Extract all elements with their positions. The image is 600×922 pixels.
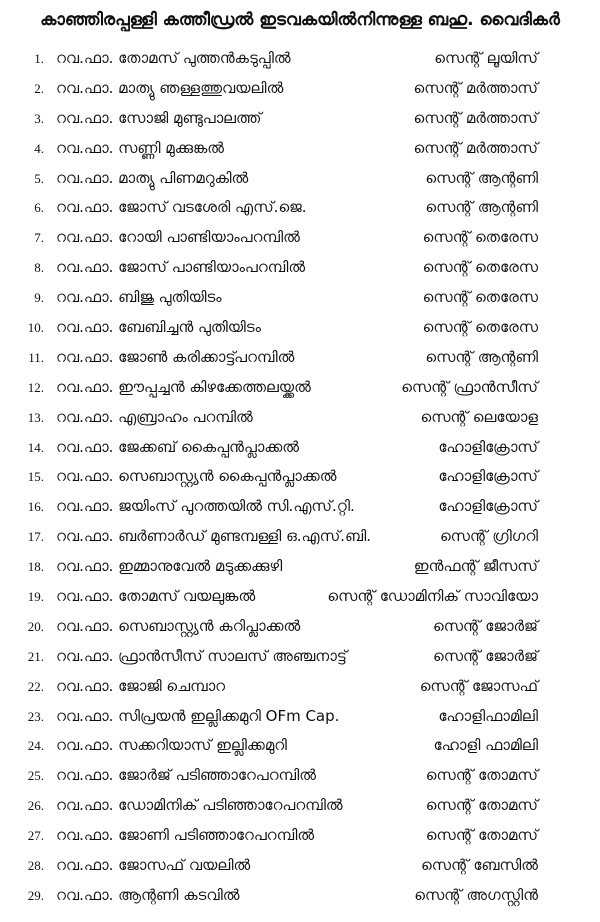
list-item (0, 642, 600, 672)
item-number: 12. (27, 379, 44, 395)
item-number: 5. (34, 170, 44, 186)
list-item (0, 283, 600, 313)
list-item (0, 74, 600, 104)
parish-name: സെന്റ് അഗസ്റ്റിൻ (414, 885, 538, 904)
list-item (0, 313, 600, 343)
priest-name: റവ.ഫാ. സെബാസ്റ്റ്യൻ കൈപ്പൻപ്ലാക്കൽ (56, 467, 337, 486)
priest-name: റവ.ഫാ. ജോസ് വടശേരി എസ്.ജെ. (56, 198, 307, 217)
list-item (0, 761, 600, 791)
list-item (0, 492, 600, 522)
item-number: 23. (27, 708, 44, 724)
list-item (0, 134, 600, 164)
item-number: 11. (28, 349, 44, 365)
item-number: 7. (34, 230, 44, 246)
item-number: 14. (27, 439, 44, 455)
priest-name: റവ.ഫാ. ജോർജ് പടിഞ്ഞാറേപറമ്പിൽ (56, 766, 316, 785)
item-number: 3. (34, 110, 44, 126)
item-number: 20. (27, 618, 44, 634)
item-number: 2. (34, 80, 44, 96)
priest-name: റവ.ഫാ. സക്കറിയാസ് ഇല്ലിക്കമുറി (56, 736, 287, 755)
parish-name: ഹോളിക്രോസ് (438, 467, 538, 486)
parish-name: സെന്റ് മർത്താസ് (413, 138, 538, 157)
list-item (0, 672, 600, 702)
item-number: 25. (27, 768, 44, 784)
parish-name: സെന്റ് ഡോമിനിക് സാവിയോ (327, 587, 538, 606)
priest-name: റവ.ഫാ. ബിജു പുതിയിടം (56, 288, 222, 307)
item-number: 21. (27, 648, 44, 664)
parish-name: സെന്റ് ബേസിൽ (421, 856, 538, 875)
priest-name: റവ.ഫാ. ജയിംസ് പുറത്തയിൽ സി.എസ്.റ്റി. (56, 497, 355, 516)
item-number: 16. (27, 499, 44, 515)
parish-name: സെന്റ് ആന്റണി (425, 198, 538, 217)
list-item (0, 522, 600, 552)
parish-name: സെന്റ് തെരേസ (422, 318, 538, 337)
parish-name: സെന്റ് തോമസ് (425, 766, 538, 785)
priest-name: റവ.ഫാ. ജോസഫ് വയലിൽ (56, 856, 251, 875)
priest-name: റവ.ഫാ. ജേക്കബ് കൈപ്പൻപ്ലാക്കൽ (56, 437, 299, 456)
parish-name: ഹോളി ഫാമിലി (433, 736, 538, 755)
list-item (0, 223, 600, 253)
priest-name: റവ.ഫാ. മാത്യു പിണമറുകിൽ (56, 168, 249, 187)
priest-name: റവ.ഫാ. എബ്രാഹം പറമ്പിൽ (56, 407, 253, 426)
priest-name: റവ.ഫാ. ജോണി പടിഞ്ഞാറേപറമ്പിൽ (56, 826, 315, 845)
priest-name: റവ.ഫാ. സെബാസ്റ്റ്യൻ കറിപ്ലാക്കൽ (56, 616, 301, 635)
item-number: 26. (27, 798, 44, 814)
item-number: 15. (27, 469, 44, 485)
item-number: 22. (27, 678, 44, 694)
list-item (0, 821, 600, 851)
list-item (0, 433, 600, 463)
item-number: 29. (27, 887, 44, 903)
priest-name: റവ.ഫാ. ബർണാർഡ് മുണ്ടമ്പള്ളി ഒ.എസ്.ബി. (56, 527, 372, 546)
item-number: 19. (27, 589, 44, 605)
priest-name: റവ.ഫാ. ഇമ്മാനുവേൽ മടുക്കക്കുഴി (56, 557, 283, 576)
priest-name: റവ.ഫാ. ഫ്രാൻസീസ് സാലസ് അഞ്ചനാട്ട് (56, 646, 347, 665)
priest-name: റവ.ഫാ. സോജി മുണ്ടുപാലത്ത് (56, 108, 262, 127)
item-number: 1. (34, 51, 44, 66)
item-number: 9. (34, 290, 44, 306)
item-number: 24. (27, 738, 44, 754)
priest-name: റവ.ഫാ. ഈപ്പച്ചൻ കിഴക്കേത്തലയ്ക്കൽ (56, 377, 311, 396)
list-item (0, 373, 600, 403)
page-title: കാഞ്ഞിരപ്പള്ളി കത്തീഡ്രൽ ഇടവകയിൽനിന്നുള്ള ബഹു. വൈദികർ (40, 10, 560, 30)
item-number: 28. (27, 858, 44, 874)
parish-name: സെന്റ് ജോർജ് (432, 616, 538, 635)
priest-name: റവ.ഫാ. റോയി പാണ്ടിയാംപറമ്പിൽ (56, 228, 300, 247)
list-item (0, 343, 600, 373)
item-number: 10. (27, 320, 44, 336)
priest-name: റവ.ഫാ. ജോസ് പാണ്ടിയാംപറമ്പിൽ (56, 258, 306, 277)
parish-name: സെന്റ് തോമസ് (425, 826, 538, 845)
parish-name: സെന്റ് ജോർജ് (432, 646, 538, 665)
parish-name: സെന്റ് തെരേസ (422, 288, 538, 307)
parish-name: സെന്റ് മർത്താസ് (413, 78, 538, 97)
priest-name: റവ.ഫാ. ജോജി ചെമ്പാറ (56, 676, 226, 695)
priest-name: റവ.ഫാ. ഡോമിനിക് പടിഞ്ഞാറേപറമ്പിൽ (56, 796, 343, 815)
list-item (0, 731, 600, 761)
parish-name: ഇൻഫന്റ് ജീസസ് (413, 557, 538, 576)
priest-name: റവ.ഫാ. തോമസ് വയലുങ്കൽ (56, 587, 256, 606)
parish-name: സെന്റ് ആന്റണി (425, 347, 538, 366)
priest-name: റവ.ഫാ. സണ്ണി മുക്കുങ്കൽ (56, 138, 224, 157)
item-number: 17. (27, 529, 44, 545)
priest-name: റവ.ഫാ. മാത്യു ഞള്ളത്തുവയലിൽ (56, 78, 284, 97)
parish-name: സെന്റ് ജോസഫ് (419, 676, 538, 695)
list-item (0, 44, 600, 74)
list-item (0, 164, 600, 194)
parish-name: സെന്റ് ഗ്രിഗറി (439, 527, 538, 546)
priest-name: റവ.ഫാ. ജോൺ കരിക്കാട്ട്പറമ്പിൽ (56, 347, 295, 366)
parish-name: ഹോളിഫാമിലി (438, 706, 538, 725)
parish-name: സെന്റ് തെരേസ (422, 258, 538, 277)
priest-name: റവ.ഫാ. ബേബിച്ചൻ പുതിയിടം (56, 318, 261, 337)
priest-name: റവ.ഫാ. സിപ്രയൻ ഇല്ലിക്കമുറി OFm Cap. (56, 706, 340, 725)
parish-name: സെന്റ് ഫ്രാൻസീസ് (401, 377, 538, 396)
item-number: 18. (27, 559, 44, 575)
list-item (0, 582, 600, 612)
parish-name: സെന്റ് തെരേസ (422, 228, 538, 247)
list-item (0, 851, 600, 881)
list-item (0, 403, 600, 433)
parish-name: സെന്റ് തോമസ് (425, 796, 538, 815)
list-item (0, 462, 600, 492)
item-number: 6. (34, 200, 44, 216)
list-item (0, 193, 600, 223)
list-item (0, 253, 600, 283)
item-number: 4. (34, 140, 44, 156)
priest-name: റവ.ഫാ. തോമസ് പുത്തൻകടുപ്പിൽ (56, 49, 291, 67)
parish-name: സെന്റ് ആന്റണി (425, 168, 538, 187)
parish-name: ഹോളിക്രോസ് (438, 497, 538, 516)
list-item (0, 104, 600, 134)
list-item (0, 702, 600, 732)
parish-name: സെന്റ് ലെയോള (420, 407, 538, 426)
list-item (0, 791, 600, 821)
priest-name: റവ.ഫാ. ആന്റണി കടവിൽ (56, 885, 240, 904)
priest-list (0, 44, 600, 911)
list-item (0, 881, 600, 911)
parish-name: സെന്റ് ലൂയിസ് (434, 49, 538, 67)
item-number: 8. (34, 260, 44, 276)
parish-name: സെന്റ് മർത്താസ് (413, 108, 538, 127)
list-item (0, 552, 600, 582)
parish-name: ഹോളിക്രോസ് (438, 437, 538, 456)
item-number: 27. (27, 828, 44, 844)
item-number: 13. (27, 409, 44, 425)
list-item (0, 612, 600, 642)
